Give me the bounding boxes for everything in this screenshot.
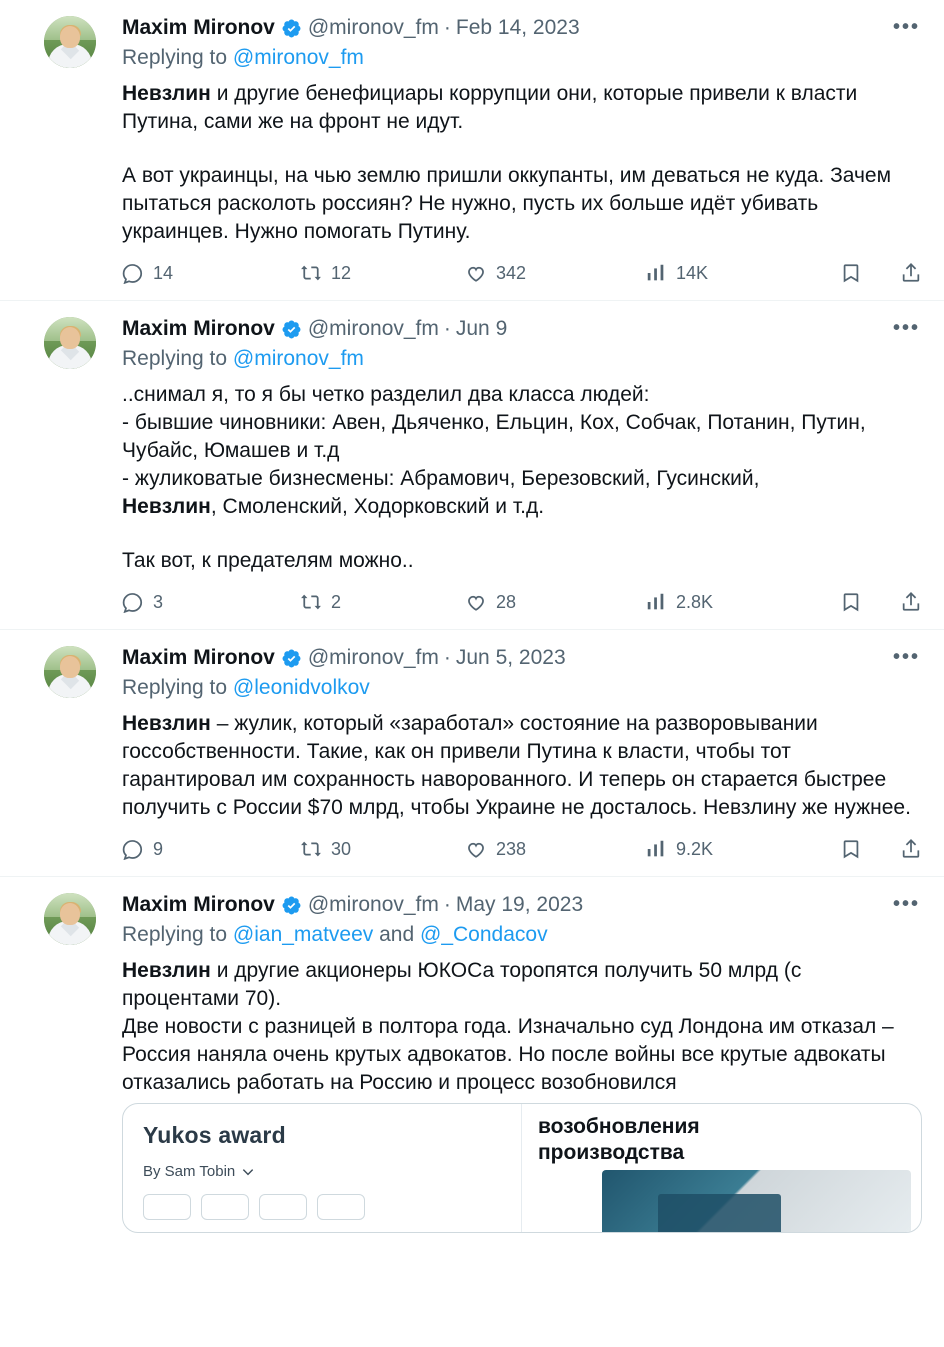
avatar[interactable] — [44, 317, 96, 369]
retweet-count: 2 — [331, 591, 342, 612]
card-right-panel — [522, 1104, 921, 1232]
card-right-title-line-1: возобновления — [538, 1115, 700, 1138]
bookmark-icon — [840, 262, 862, 284]
replying-prefix: Replying to — [122, 347, 233, 370]
more-options-icon[interactable]: ••• — [892, 893, 920, 915]
views-count: 2.8K — [676, 591, 714, 612]
tweet-content — [114, 891, 922, 1233]
reply-mention-link[interactable]: @ian_matveev — [232, 923, 374, 946]
tweet-text-body: и другие бенефициары коррупции они, которые привели к власти Путина, сами же на фронт не идут. — [122, 82, 864, 133]
link-preview-card[interactable] — [122, 1103, 922, 1233]
display-name[interactable]: Maxim Mironov — [122, 16, 275, 39]
tweet-paragraph-2: А вот украинцы, на чью землю пришли оккупанты, им деваться не куда. Зачем пытаться расколоть россиян? Не нужно, пусть их больше идёт убивать украинцев. Нужно помогать Путину. — [122, 164, 897, 243]
share-icon — [900, 591, 922, 613]
reply-count: 14 — [153, 262, 174, 283]
verified-badge-icon — [281, 319, 302, 340]
avatar-column — [44, 891, 114, 1233]
views-action[interactable] — [645, 838, 835, 860]
tweet-item[interactable] — [0, 0, 944, 301]
like-icon — [465, 591, 487, 613]
tweet-paragraph-2: Так вот, к предателям можно.. — [122, 549, 414, 572]
like-count: 238 — [496, 838, 527, 859]
reply-icon — [122, 838, 144, 860]
avatar-column — [44, 14, 114, 294]
share-icon — [900, 262, 922, 284]
retweet-count: 12 — [331, 262, 352, 283]
replying-prefix: Replying to — [122, 46, 233, 69]
reply-mention-link-2[interactable]: @_Condacov — [420, 923, 548, 946]
tweet-actions — [122, 262, 922, 284]
share-action[interactable] — [900, 591, 922, 613]
more-options-icon[interactable]: ••• — [892, 317, 920, 339]
reply-mention-link[interactable]: @mironov_fm — [232, 46, 364, 69]
separator: · — [443, 317, 451, 340]
reply-action[interactable] — [122, 262, 300, 284]
tweet-bold-lead: Невзлин — [122, 712, 211, 735]
more-options-icon[interactable]: ••• — [892, 16, 920, 38]
tweet-line-4-rest: , Смоленский, Ходорковский и т.д. — [210, 495, 545, 518]
share-action[interactable] — [900, 838, 922, 860]
tweet-content — [114, 315, 922, 623]
tweet-content — [114, 644, 922, 870]
bookmark-icon — [840, 591, 862, 613]
retweet-action[interactable] — [300, 838, 465, 860]
replying-joiner: and — [373, 923, 421, 946]
tweet-actions — [122, 591, 922, 613]
share-action[interactable] — [900, 262, 922, 284]
views-count: 14K — [676, 262, 709, 283]
bookmark-action[interactable] — [840, 262, 862, 284]
views-icon — [645, 262, 667, 284]
reply-mention-link[interactable]: @leonidvolkov — [232, 676, 370, 699]
verified-badge-icon — [281, 895, 302, 916]
retweet-action[interactable] — [300, 591, 465, 613]
like-icon — [465, 262, 487, 284]
user-handle[interactable]: @mironov_fm — [307, 646, 439, 669]
avatar[interactable] — [44, 646, 96, 698]
tweet-bold-lead: Невзлин — [122, 495, 211, 518]
card-chips — [143, 1194, 501, 1220]
verified-badge-icon — [281, 648, 302, 669]
bookmark-action[interactable] — [840, 591, 862, 613]
reply-count: 3 — [153, 591, 164, 612]
retweet-icon — [300, 262, 322, 284]
bookmark-icon — [840, 838, 862, 860]
retweet-action[interactable] — [300, 262, 465, 284]
tweet-header — [122, 315, 922, 343]
card-chip — [201, 1194, 249, 1220]
reply-action[interactable] — [122, 591, 300, 613]
reply-count: 9 — [153, 838, 164, 859]
card-right-title-line-2: производства — [538, 1141, 685, 1164]
tweet-text — [122, 957, 922, 1013]
card-chip — [143, 1194, 191, 1220]
tweet-date[interactable]: May 19, 2023 — [455, 893, 584, 916]
tweet-date[interactable]: Jun 5, 2023 — [455, 646, 566, 669]
avatar-column — [44, 644, 114, 870]
tweet-line-3: - жуликоватые бизнесмены: Абрамович, Березовский, Гусинский, — [122, 467, 760, 490]
card-byline — [143, 1163, 501, 1180]
replying-to — [122, 345, 922, 373]
tweet-text — [122, 710, 922, 822]
tweet-text-body: и другие акционеры ЮКОСа торопятся получить 50 млрд (с процентами 70). — [122, 959, 808, 1010]
tweet-text-body: – жулик, который «заработал» состояние на разворовывании госсобственности. Такие, как он привели Путина к власти, чтобы тот гарантировал им сохранность наворованного. И теперь он старается быстрее получить с России $70 млрд, чтобы Украине не досталось. Невзлину же нужнее. — [122, 712, 911, 819]
tweet-header — [122, 14, 922, 42]
card-byline-text: By Sam Tobin — [143, 1163, 236, 1180]
retweet-icon — [300, 838, 322, 860]
tweet-header — [122, 891, 922, 919]
display-name[interactable]: Maxim Mironov — [122, 317, 275, 340]
card-chip — [317, 1194, 365, 1220]
reply-icon — [122, 262, 144, 284]
separator: · — [443, 16, 451, 39]
user-handle[interactable]: @mironov_fm — [307, 317, 439, 340]
tweet-bold-lead: Невзлин — [122, 82, 211, 105]
views-icon — [645, 591, 667, 613]
reply-mention-link[interactable]: @mironov_fm — [232, 347, 364, 370]
user-handle[interactable]: @mironov_fm — [307, 893, 439, 916]
retweet-icon — [300, 591, 322, 613]
card-title: Yukos award — [143, 1122, 286, 1148]
share-icon — [900, 838, 922, 860]
bookmark-action[interactable] — [840, 838, 862, 860]
like-count: 342 — [496, 262, 527, 283]
avatar[interactable] — [44, 16, 96, 68]
display-name[interactable]: Maxim Mironov — [122, 893, 275, 916]
tweet-actions — [122, 838, 922, 860]
tweet-paragraph-2: Две новости с разницей в полтора года. Изначально суд Лондона им отказал – Россия наняла очень крутых адвокатов. Но после войны все крутые адвокаты отказались работать на Россию и процесс возобновился — [122, 1015, 900, 1094]
tweet-item[interactable] — [0, 877, 944, 1239]
replying-prefix: Replying to — [122, 923, 233, 946]
tweet-date[interactable]: Jun 9 — [455, 317, 508, 340]
tweet-date[interactable]: Feb 14, 2023 — [455, 16, 580, 39]
card-photo — [602, 1170, 911, 1232]
tweet-line-4 — [122, 493, 922, 521]
tweet-bold-lead: Невзлин — [122, 959, 211, 982]
tweet-item[interactable] — [0, 630, 944, 877]
views-count: 9.2K — [676, 838, 714, 859]
card-left-panel — [123, 1104, 522, 1232]
separator: · — [443, 893, 451, 916]
tweet-content — [114, 14, 922, 294]
replying-to — [122, 921, 922, 949]
like-action[interactable] — [465, 838, 645, 860]
like-action[interactable] — [465, 591, 645, 613]
replying-to — [122, 674, 922, 702]
tweet-line-2: - бывшие чиновники: Авен, Дьяченко, Ельцин, Кох, Собчак, Потанин, Путин, Чубайс, Юмашев и т.д — [122, 411, 872, 462]
tweet-header — [122, 644, 922, 672]
views-action[interactable] — [645, 591, 835, 613]
chevron-down-icon — [241, 1165, 255, 1179]
tweet-line-1: ..снимал я, то я бы четко разделил два класса людей: — [122, 383, 650, 406]
more-options-icon[interactable]: ••• — [892, 646, 920, 668]
separator: · — [443, 646, 451, 669]
card-chip — [259, 1194, 307, 1220]
display-name[interactable]: Maxim Mironov — [122, 646, 275, 669]
tweet-item[interactable] — [0, 301, 944, 630]
views-icon — [645, 838, 667, 860]
like-icon — [465, 838, 487, 860]
like-action[interactable] — [465, 262, 645, 284]
reply-icon — [122, 591, 144, 613]
views-action[interactable] — [645, 262, 835, 284]
verified-badge-icon — [281, 18, 302, 39]
avatar[interactable] — [44, 893, 96, 945]
reply-action[interactable] — [122, 838, 300, 860]
replying-prefix: Replying to — [122, 676, 233, 699]
replying-to — [122, 44, 922, 72]
user-handle[interactable]: @mironov_fm — [307, 16, 439, 39]
avatar-column — [44, 315, 114, 623]
tweet-text — [122, 80, 922, 136]
like-count: 28 — [496, 591, 517, 612]
retweet-count: 30 — [331, 838, 352, 859]
